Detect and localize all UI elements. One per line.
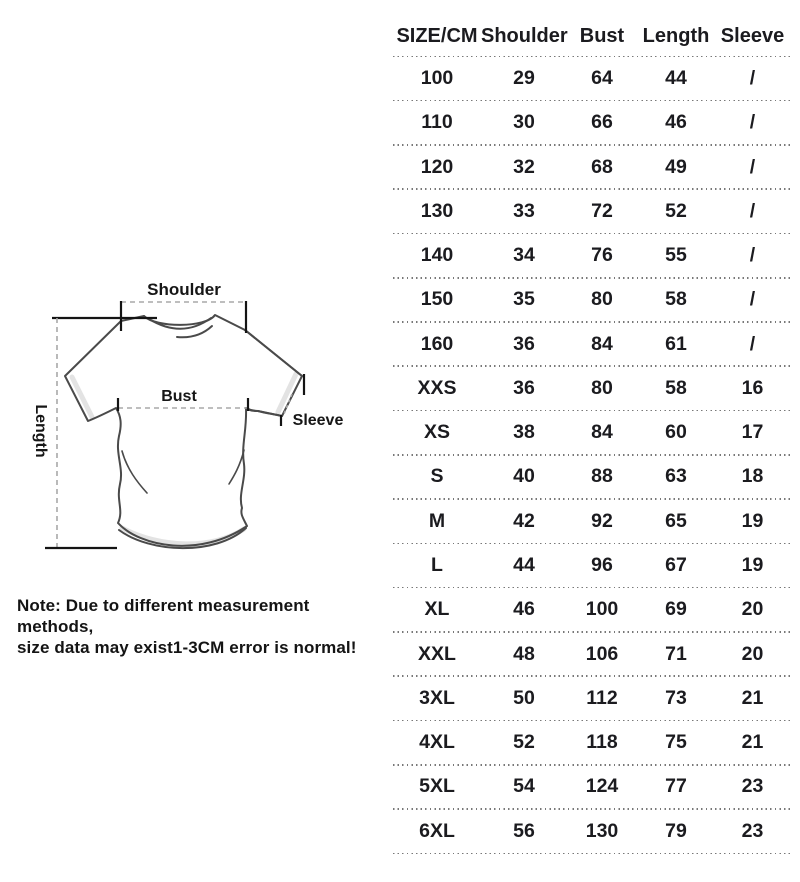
size-table-row — [393, 57, 790, 100]
size-cell: / — [749, 199, 756, 222]
size-cell: 120 — [420, 155, 454, 178]
size-table-header-row — [393, 17, 790, 56]
size-cell: M — [428, 509, 446, 532]
size-cell: 6XL — [419, 819, 455, 842]
size-cell: 80 — [591, 376, 613, 399]
size-cell: 40 — [513, 465, 535, 488]
size-cell: 61 — [665, 332, 687, 355]
size-table-row — [393, 766, 790, 809]
size-cell: 36 — [513, 332, 535, 355]
size-cell: 20 — [741, 598, 764, 621]
size-table-row — [393, 810, 790, 853]
size-cell: 17 — [741, 421, 764, 444]
size-cell: 100 — [420, 66, 454, 89]
size-table — [393, 17, 790, 854]
size-cell: 72 — [591, 199, 613, 222]
size-cell: 71 — [665, 642, 687, 665]
size-table-row — [393, 146, 790, 189]
size-cell: XL — [424, 598, 450, 621]
size-table-row — [393, 456, 790, 499]
header-cell-4: Sleeve — [720, 24, 785, 47]
collar-inner-path — [149, 318, 211, 329]
size-table-row — [393, 677, 790, 720]
size-cell: / — [749, 288, 756, 311]
size-cell: L — [431, 554, 443, 577]
size-table-row — [393, 411, 790, 454]
size-cell: 92 — [591, 509, 613, 532]
size-cell: 32 — [513, 155, 535, 178]
size-cell: 80 — [591, 288, 613, 311]
size-table-row — [393, 721, 790, 764]
header-cell-3: Length — [642, 24, 710, 47]
size-cell: 64 — [591, 66, 613, 89]
right-sleeve-top-path — [245, 330, 302, 376]
size-cell: 50 — [513, 686, 535, 709]
size-table-row — [393, 588, 790, 631]
size-cell: 110 — [421, 111, 453, 134]
size-cell: 38 — [513, 421, 535, 444]
size-cell: 49 — [665, 155, 687, 178]
size-cell: 84 — [591, 421, 613, 444]
size-table-row — [393, 101, 790, 144]
size-cell: 130 — [585, 819, 619, 842]
size-cell: XXL — [418, 642, 456, 665]
size-table-row — [393, 190, 790, 233]
bust-label: Bust — [161, 388, 197, 405]
size-cell: 48 — [513, 642, 535, 665]
size-table-row — [393, 633, 790, 676]
size-cell: 20 — [741, 642, 764, 665]
size-cell: 52 — [513, 731, 535, 754]
size-cell: 58 — [665, 376, 687, 399]
size-cell: 60 — [665, 421, 687, 444]
size-cell: 58 — [665, 288, 687, 311]
size-cell: 96 — [591, 554, 613, 577]
collar-outer-path — [144, 315, 245, 330]
size-cell: 88 — [591, 465, 613, 488]
tshirt-outline — [65, 315, 302, 548]
size-cell: 23 — [741, 775, 764, 798]
size-cell: 46 — [665, 111, 687, 134]
header-cell-1: Shoulder — [481, 24, 568, 47]
header-cell-0: SIZE/CM — [396, 24, 478, 47]
size-cell: 16 — [741, 376, 764, 399]
size-cell: 56 — [513, 819, 535, 842]
left-wrinkle-path — [122, 451, 147, 493]
size-cell: 55 — [665, 244, 687, 267]
note-line-1: Note: Due to different measurement methods, — [17, 596, 310, 636]
size-cell: 5XL — [419, 775, 455, 798]
size-table-row — [393, 279, 790, 322]
size-cell: 69 — [665, 598, 687, 621]
size-cell: 54 — [513, 775, 535, 798]
shoulder-label: Shoulder — [147, 280, 221, 299]
size-cell: 46 — [513, 598, 535, 621]
size-cell: 77 — [665, 775, 687, 798]
size-cell: 44 — [513, 554, 535, 577]
sleeve-label: Sleeve — [292, 412, 344, 429]
size-cell: 100 — [585, 598, 619, 621]
size-cell: 79 — [665, 819, 687, 842]
dotted-separator — [393, 853, 790, 855]
size-cell: 66 — [591, 111, 613, 134]
size-cell: 19 — [741, 509, 764, 532]
size-cell: 63 — [665, 465, 687, 488]
size-cell: 36 — [513, 376, 535, 399]
size-cell: 42 — [513, 509, 535, 532]
size-table-row — [393, 544, 790, 587]
size-cell: 73 — [665, 686, 687, 709]
size-cell: 34 — [513, 244, 535, 267]
size-cell: 3XL — [419, 686, 455, 709]
size-cell: 4XL — [419, 731, 455, 754]
size-cell: / — [749, 155, 756, 178]
size-table-row — [393, 323, 790, 366]
length-label: Length — [32, 404, 49, 458]
size-cell: 84 — [591, 332, 613, 355]
size-cell: 33 — [513, 199, 535, 222]
size-cell: 68 — [591, 155, 613, 178]
size-cell: 140 — [420, 244, 454, 267]
header-cell-2: Bust — [579, 24, 625, 47]
size-table-row — [393, 500, 790, 543]
size-cell: 23 — [741, 819, 764, 842]
size-cell: 112 — [586, 686, 618, 709]
size-cell: XS — [423, 421, 450, 444]
note-line-2: size data may exist1-3CM error is normal! — [17, 638, 357, 657]
size-cell: / — [749, 66, 756, 89]
size-cell: 52 — [665, 199, 687, 222]
size-cell: 75 — [665, 731, 687, 754]
size-cell: 67 — [665, 554, 687, 577]
measurement-note — [17, 595, 387, 658]
right-wrinkle-path — [229, 450, 244, 484]
size-cell: S — [430, 465, 444, 488]
size-cell: 19 — [741, 554, 764, 577]
tshirt-diagram-svg — [0, 268, 370, 578]
size-cell: 44 — [665, 66, 687, 89]
tshirt-body-path — [65, 316, 302, 546]
collar-echo-path — [177, 326, 212, 337]
tshirt-measurement-diagram — [0, 268, 370, 578]
size-table-row — [393, 367, 790, 410]
size-cell: / — [749, 244, 756, 267]
size-cell: 150 — [420, 288, 454, 311]
size-cell: / — [749, 332, 756, 355]
size-cell: 106 — [585, 642, 619, 665]
size-cell: 124 — [585, 775, 619, 798]
size-cell: 30 — [513, 111, 535, 134]
measurement-lines — [45, 301, 304, 549]
size-cell: 118 — [586, 731, 618, 754]
size-table-row — [393, 234, 790, 277]
size-cell: XXS — [417, 376, 457, 399]
size-cell: 65 — [665, 509, 687, 532]
size-cell: 21 — [741, 686, 764, 709]
size-cell: 160 — [420, 332, 454, 355]
size-cell: 130 — [420, 199, 454, 222]
size-cell: 18 — [741, 465, 764, 488]
size-cell: 21 — [741, 731, 764, 754]
size-cell: 76 — [591, 244, 613, 267]
size-cell: 35 — [513, 288, 535, 311]
size-cell: / — [749, 111, 756, 134]
size-cell: 29 — [513, 66, 535, 89]
